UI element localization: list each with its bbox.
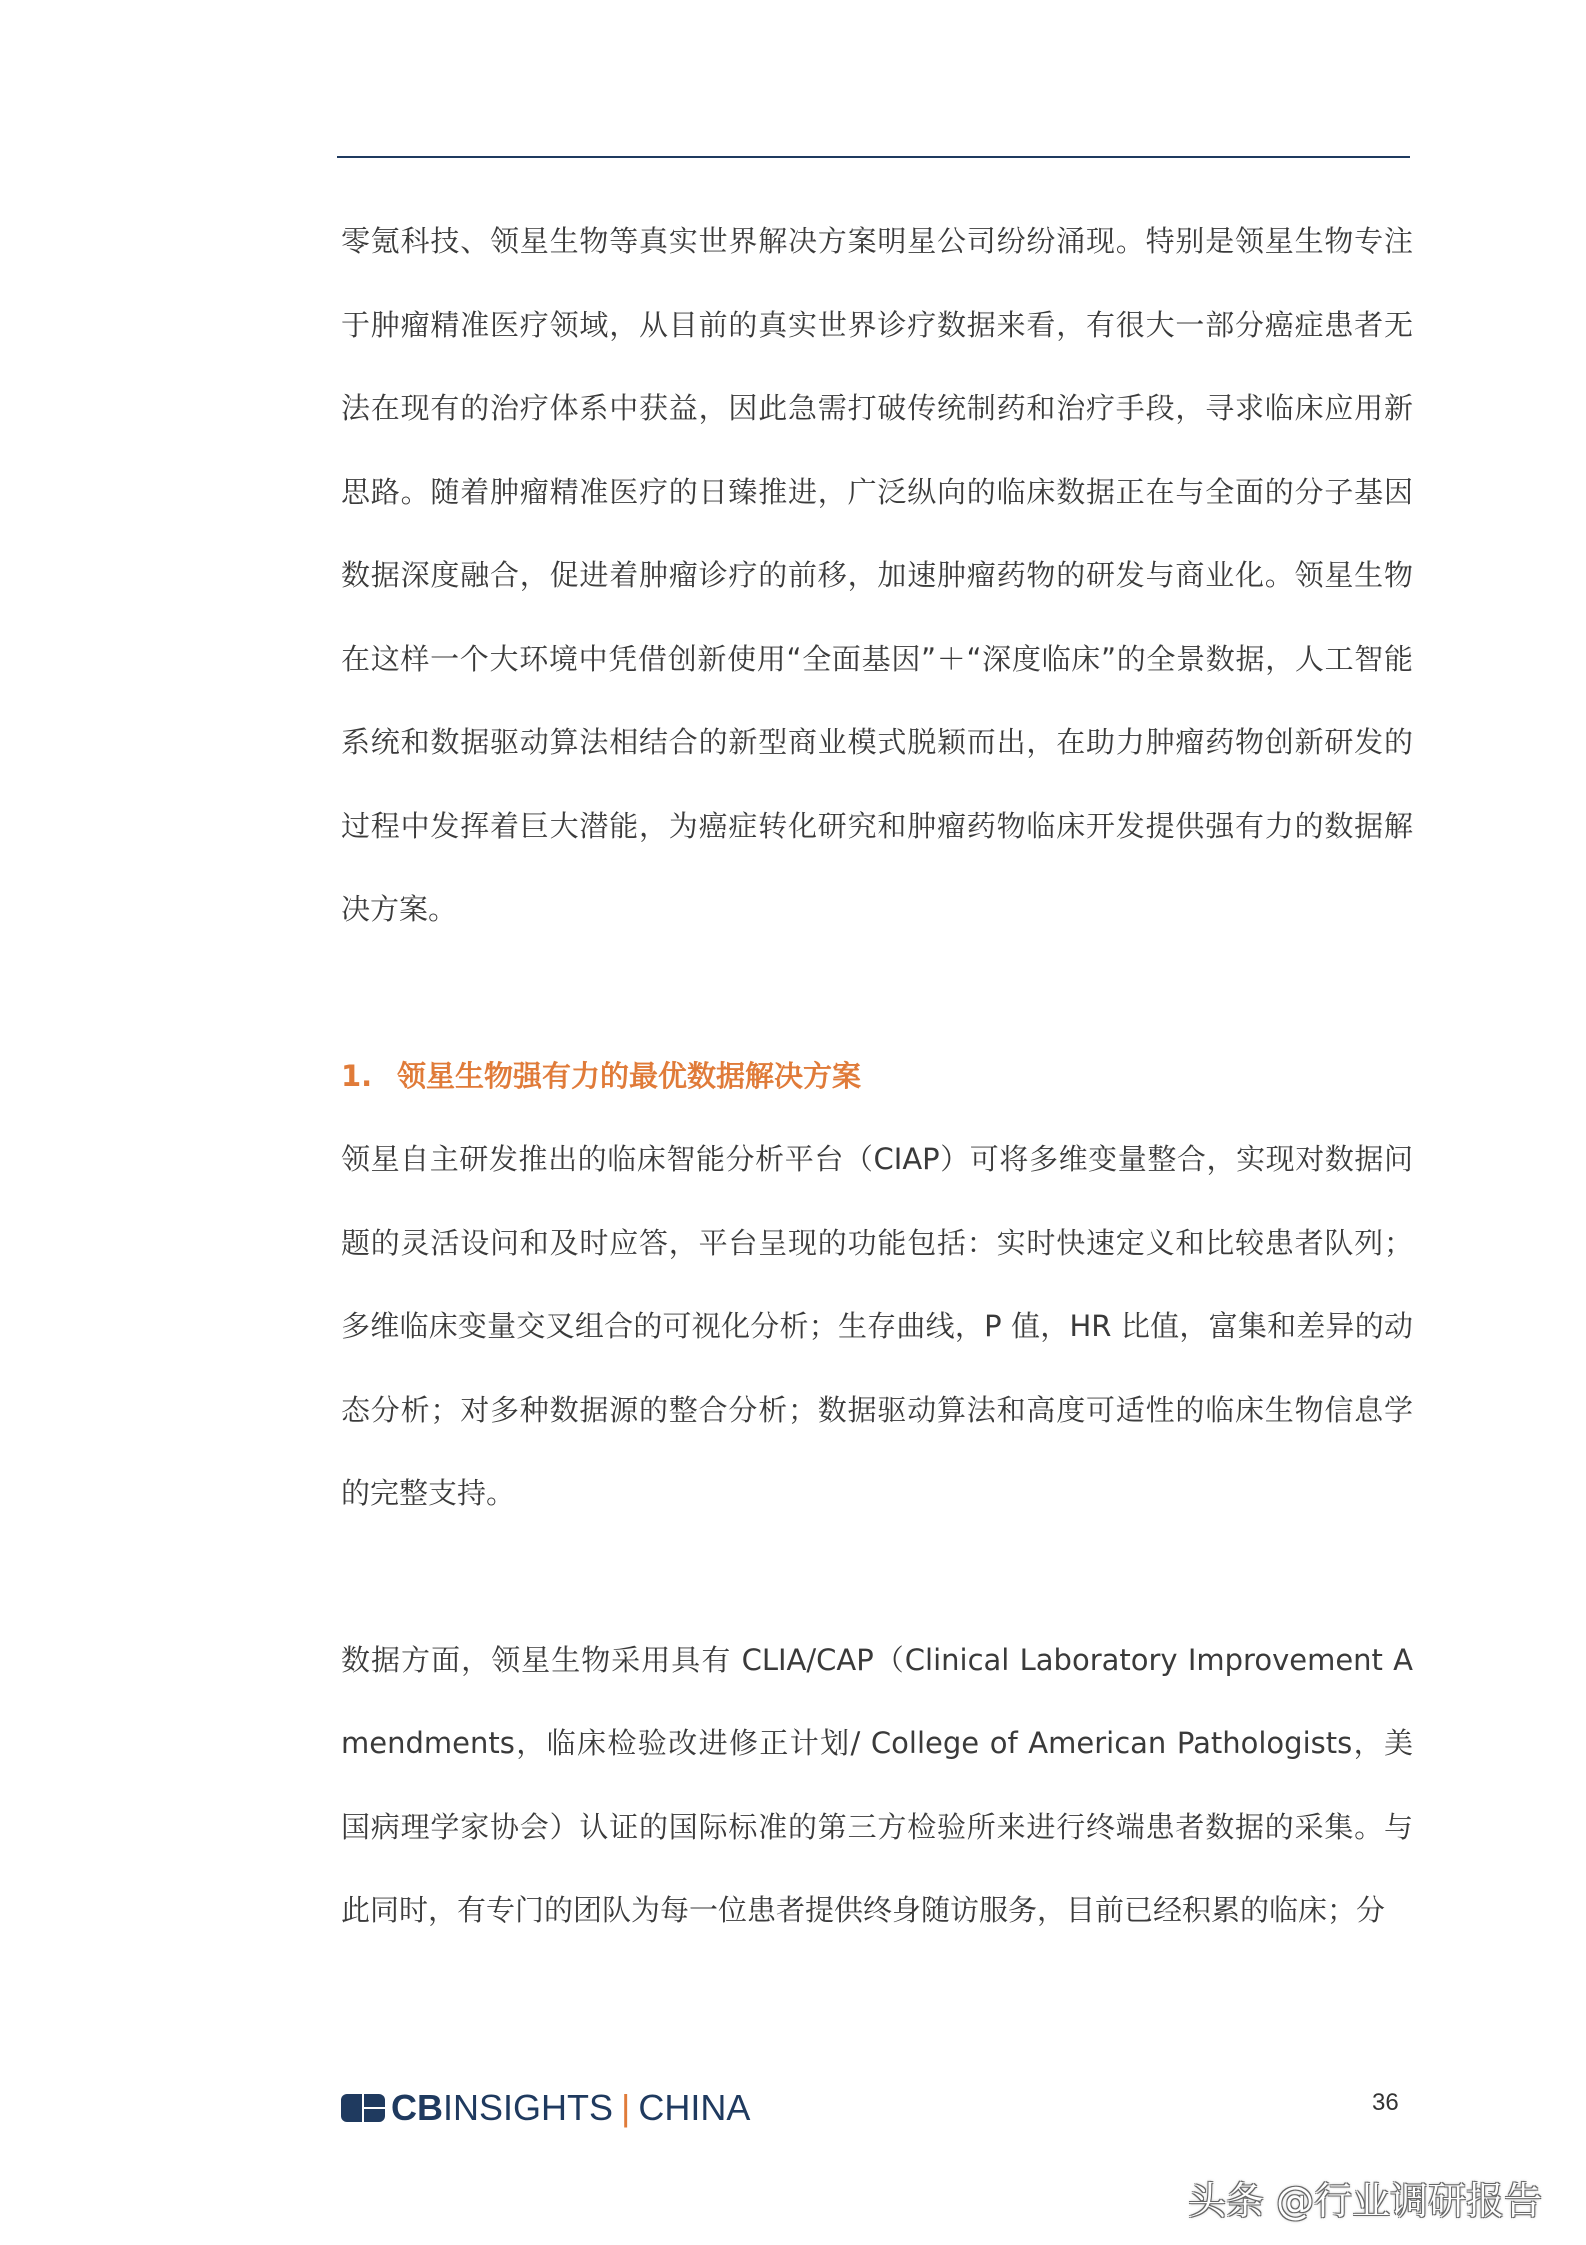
page-content [341, 200, 1413, 1953]
watermark-text: 头条 @行业调研报告 [1188, 2179, 1543, 2223]
logo-cb: CB [391, 2087, 443, 2128]
paragraph-spacer [341, 1536, 1413, 1619]
logo-separator: | [621, 2087, 631, 2128]
paragraph-spacer [341, 952, 1413, 1035]
logo-wordmark [391, 2088, 750, 2128]
logo-china: CHINA [638, 2087, 751, 2128]
body-paragraph-2: 领星自主研发推出的临床智能分析平台（CIAP）可将多维变量整合，实现对数据问题的灵活设问和及时应答，平台呈现的功能包括：实时快速定义和比较患者队列；多维临床变量交叉组合的可视化分析；生存曲线，P 值，HR 比值，富集和差异的动态分析；对多种数据源的整合分析；数据驱动算法和高度可适性的临床生物信息学的完整支持。 [341, 1142, 1413, 1510]
header-rule [337, 156, 1410, 158]
section-title: 领星生物强有力的最优数据解决方案 [397, 1058, 862, 1093]
page-number: 36 [1372, 2089, 1399, 2116]
logo-insights: INSIGHTS [443, 2087, 614, 2128]
section-number: 1. [341, 1058, 373, 1093]
cbinsights-logo-icon [341, 2094, 385, 2122]
body-paragraph-1: 零氪科技、领星生物等真实世界解决方案明星公司纷纷涌现。特别是领星生物专注于肿瘤精准医疗领域，从目前的真实世界诊疗数据来看，有很大一部分癌症患者无法在现有的治疗体系中获益，因此急需打破传统制药和治疗手段，寻求临床应用新思路。随着肿瘤精准医疗的日臻推进，广泛纵向的临床数据正在与全面的分子基因数据深度融合，促进着肿瘤诊疗的前移，加速肿瘤药物的研发与商业化。领星生物在这样一个大环境中凭借创新使用“全面基因”＋“深度临床”的全景数据，人工智能系统和数据驱动算法相结合的新型商业模式脱颖而出，在助力肿瘤药物创新研发的过程中发挥着巨大潜能，为癌症转化研究和肿瘤药物临床开发提供强有力的数据解决方案。 [341, 224, 1413, 926]
body-paragraph-3: 数据方面，领星生物采用具有 CLIA/CAP（Clinical Laboratory Improvement Amendments，临床检验改进修正计划/ College of American Pathologists，美国病理学家协会）认证的国际标准的第三方检验所来进行终端患者数据的采集。与此同时，有专门的团队为每一位患者提供终身随访服务，目前已经积累的临床；分 [341, 1642, 1413, 1927]
section-heading [341, 1035, 1413, 1119]
footer-logo [341, 2088, 750, 2128]
